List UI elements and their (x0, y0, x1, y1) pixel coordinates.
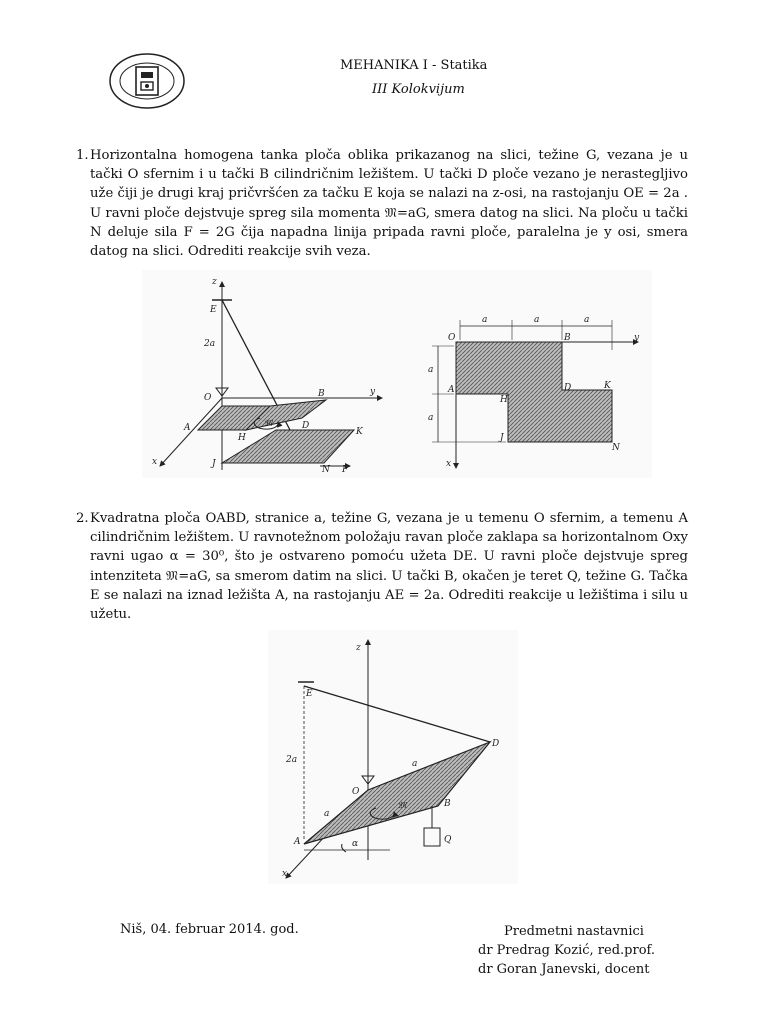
fig2-label-x: x (282, 869, 288, 879)
problem-2-text: Kvadratna ploča OABD, stranice a, težine G, vezana je u temenu O sfernim, a temenu A cilindričnim ležištem. U ravnotežnom položaju ravan ploče zaklapa sa horizontalnom Oxy ravni ugao α = 30⁰, što je ostvareno pomoću užeta DE. U ravni ploče dejstvuje spreg intenziteta 𝔐=aG, sa smerom datim na slici. U tački B, okačen je teret Q, težine G. Tačka E se nalazi na iznad ležišta A, na rastojanju AE = 2a. Odrediti reakcije u ležištima i silu u užetu. (90, 511, 688, 623)
problem-1 (76, 146, 688, 261)
fig1-label-z: z (212, 277, 217, 287)
fig2-label-B: B (444, 799, 451, 809)
fig2-label-A: A (294, 837, 301, 847)
plan-label-N: N (612, 443, 620, 453)
fig2-label-a-left: a (324, 809, 330, 819)
fig1-label-O: O (204, 393, 212, 403)
plan-label-a5: a (428, 413, 434, 423)
fig2-label-M: 𝔐 (398, 801, 407, 811)
plan-label-K: K (604, 381, 611, 391)
fig1-label-A: A (184, 423, 191, 433)
plan-label-B: B (564, 333, 571, 343)
fig1-label-x: x (152, 457, 158, 467)
plan-label-J: J (500, 433, 504, 443)
document-title: MEHANIKA I - Statika (340, 58, 488, 73)
plan-label-a2: a (534, 315, 540, 325)
problem-2 (76, 509, 688, 624)
fig2-label-O: O (352, 787, 360, 797)
fig2-label-Q: Q (444, 835, 452, 845)
fig1-label-2a: 2a (204, 339, 216, 349)
fig1-label-K: K (356, 427, 363, 437)
figure-1-plan-view (428, 315, 640, 469)
figure-1 (142, 270, 652, 478)
fig1-label-D: D (302, 421, 310, 431)
fig1-label-E: E (210, 305, 217, 315)
plan-label-a3: a (584, 315, 590, 325)
teacher-1: dr Predrag Kozić, red.prof. (478, 943, 656, 958)
plan-label-a4: a (428, 365, 434, 375)
fig1-label-M: 𝔐 (264, 419, 273, 429)
university-logo (108, 52, 186, 110)
fig2-label-alpha: α (352, 839, 359, 849)
plan-label-A: A (448, 385, 455, 395)
fig2-label-a-top: a (412, 759, 418, 769)
plan-label-O: O (448, 333, 456, 343)
fig1-label-y: y (370, 387, 376, 397)
plan-label-y: y (634, 333, 640, 343)
fig1-label-B: B (318, 389, 325, 399)
plan-label-x: x (446, 459, 452, 469)
teachers-block (478, 922, 655, 979)
document-subtitle: III Kolokvijum (372, 82, 465, 97)
plan-label-H: H (500, 395, 508, 405)
place-date: Niš, 04. februar 2014. god. (120, 922, 299, 937)
fig1-label-J: J (212, 459, 216, 469)
figure-2 (268, 630, 518, 884)
fig1-label-N: N (322, 465, 330, 475)
fig2-label-E: E (306, 689, 313, 699)
teacher-2: dr Goran Janevski, docent (478, 962, 650, 977)
fig2-label-2a: 2a (286, 755, 298, 765)
problem-1-text: Horizontalna homogena tanka ploča oblika prikazanog na slici, težine G, vezana je u tački O sfernim i u tački B cilindričnim ležištem. U tački D ploče vezano je nerastegljivo uže čiji je drugi kraj pričvršćen za tačku E koja se nalazi na z-osi, na rastojanju OE = 2a . U ravni ploče dejstvuje spreg sila momenta 𝔐=aG, smera datog na slici. Na ploču u tački N deluje sila F = 2G čija napadna linija pripada ravni ploče, paralelna je y osi, smera datog na slici. Odrediti reakcije svih veza. (90, 148, 688, 260)
fig2-label-z: z (356, 643, 361, 653)
fig1-label-H: H (238, 433, 246, 443)
plan-label-D: D (564, 383, 572, 393)
problem-2-number: 2. (76, 511, 89, 526)
figure-1-3d-view (152, 277, 382, 475)
fig2-label-D: D (492, 739, 500, 749)
problem-1-number: 1. (76, 148, 89, 163)
teachers-title: Predmetni nastavnici (504, 924, 644, 939)
plan-label-a1: a (482, 315, 488, 325)
fig1-label-F: F (342, 465, 349, 475)
